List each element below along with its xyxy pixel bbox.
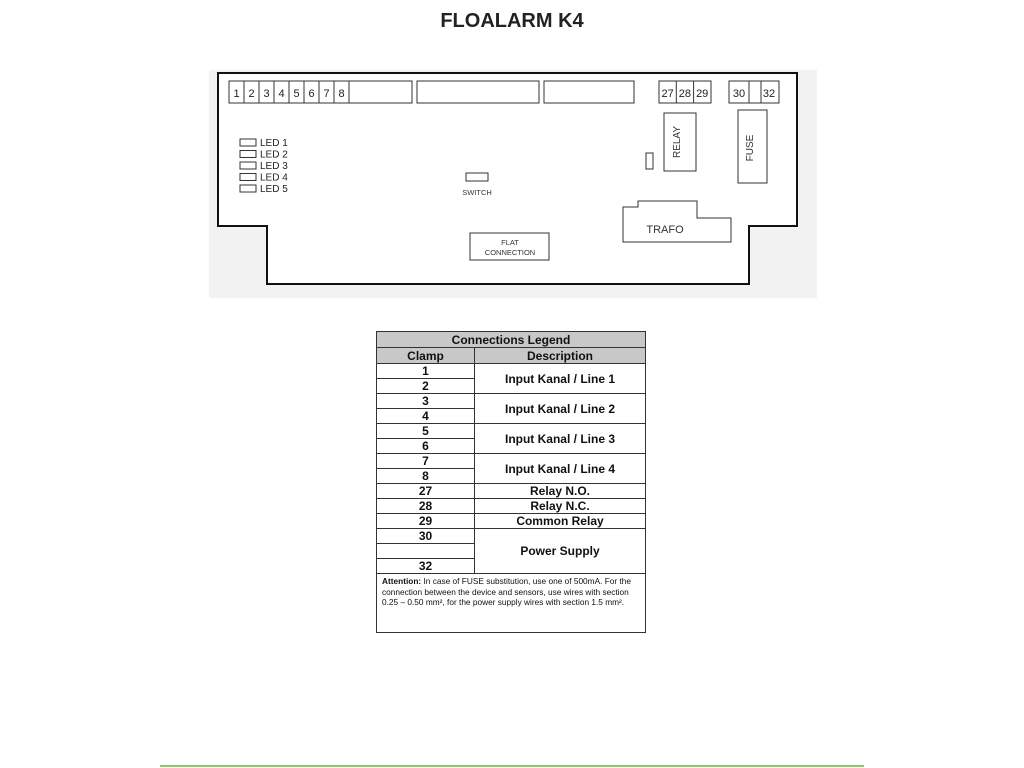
switch-label: SWITCH <box>462 188 492 197</box>
description-cell: Input Kanal / Line 1 <box>475 364 646 394</box>
description-cell: Relay N.C. <box>475 499 646 514</box>
clamp-cell: 7 <box>377 454 475 469</box>
relay-terminal-label: 28 <box>678 88 692 100</box>
led-label: LED 4 <box>260 172 288 184</box>
description-cell: Relay N.O. <box>475 484 646 499</box>
footer-divider <box>160 765 864 767</box>
attention-text: In case of FUSE substitution, use one of 500mA. For the connection between the device and sensors, use wires with section 0.25 – 0.50 mm², for the power supply wires with section 1.5 mm². <box>382 576 632 607</box>
legend-row <box>377 454 646 469</box>
led-indicator <box>240 139 256 146</box>
switch-component <box>466 173 488 181</box>
led-label: LED 2 <box>260 149 288 161</box>
terminal-label: 4 <box>278 88 285 100</box>
small-component <box>646 153 653 169</box>
led-indicator <box>240 185 256 192</box>
blank-block-2 <box>544 81 634 103</box>
power-terminal-label: 32 <box>762 88 776 100</box>
flat-label-line1: FLAT <box>501 238 519 247</box>
terminal-label: 3 <box>263 88 270 100</box>
relay-terminal-label: 29 <box>696 88 709 100</box>
attention-note <box>377 574 646 633</box>
legend-row <box>377 424 646 439</box>
terminal-label: 8 <box>338 88 345 100</box>
description-cell: Power Supply <box>475 529 646 574</box>
clamp-cell: 3 <box>377 394 475 409</box>
led-label: LED 1 <box>260 138 288 149</box>
legend-row <box>377 499 646 514</box>
description-cell: Input Kanal / Line 3 <box>475 424 646 454</box>
legend-row <box>377 514 646 529</box>
terminal-label: 6 <box>308 88 315 100</box>
led-label: LED 3 <box>260 161 288 172</box>
terminal-label: 7 <box>323 88 330 100</box>
clamp-cell: 27 <box>377 484 475 499</box>
terminal-label: 1 <box>233 88 240 100</box>
clamp-cell: 29 <box>377 514 475 529</box>
led-label: LED 5 <box>260 184 288 195</box>
relay-label: RELAY <box>672 125 683 159</box>
description-cell: Input Kanal / Line 4 <box>475 454 646 484</box>
clamp-cell <box>377 544 475 559</box>
clamp-cell: 2 <box>377 379 475 394</box>
legend-row <box>377 484 646 499</box>
led-indicator <box>240 174 256 181</box>
terminal-label: 5 <box>293 88 300 100</box>
board-diagram <box>0 0 1024 330</box>
page-title: FLOALARM K4 <box>440 10 584 32</box>
legend-row <box>377 394 646 409</box>
trafo-label: TRAFO <box>646 224 684 236</box>
legend-row <box>377 529 646 544</box>
legend-row <box>377 364 646 379</box>
relay-terminal-label: 27 <box>661 88 674 100</box>
led-indicator <box>240 151 256 158</box>
clamp-cell: 30 <box>377 529 475 544</box>
fuse-label: FUSE <box>745 134 756 162</box>
description-cell: Common Relay <box>475 514 646 529</box>
terminal-block-inputs <box>229 81 412 103</box>
flat-label-line2: CONNECTION <box>484 248 536 257</box>
clamp-cell: 1 <box>377 364 475 379</box>
col-description-header: Description <box>475 348 646 364</box>
clamp-cell: 8 <box>377 469 475 484</box>
connections-legend-table <box>376 331 646 633</box>
blank-block-1 <box>417 81 539 103</box>
clamp-cell: 28 <box>377 499 475 514</box>
col-clamp-header: Clamp <box>377 348 475 364</box>
description-cell: Input Kanal / Line 2 <box>475 394 646 424</box>
power-terminal-label: 30 <box>732 88 746 100</box>
clamp-cell: 6 <box>377 439 475 454</box>
legend-title: Connections Legend <box>377 332 646 348</box>
clamp-cell: 4 <box>377 409 475 424</box>
clamp-cell: 5 <box>377 424 475 439</box>
led-indicator <box>240 162 256 169</box>
attention-label: Attention: <box>382 576 422 586</box>
terminal-label: 2 <box>248 88 255 100</box>
clamp-cell: 32 <box>377 559 475 574</box>
